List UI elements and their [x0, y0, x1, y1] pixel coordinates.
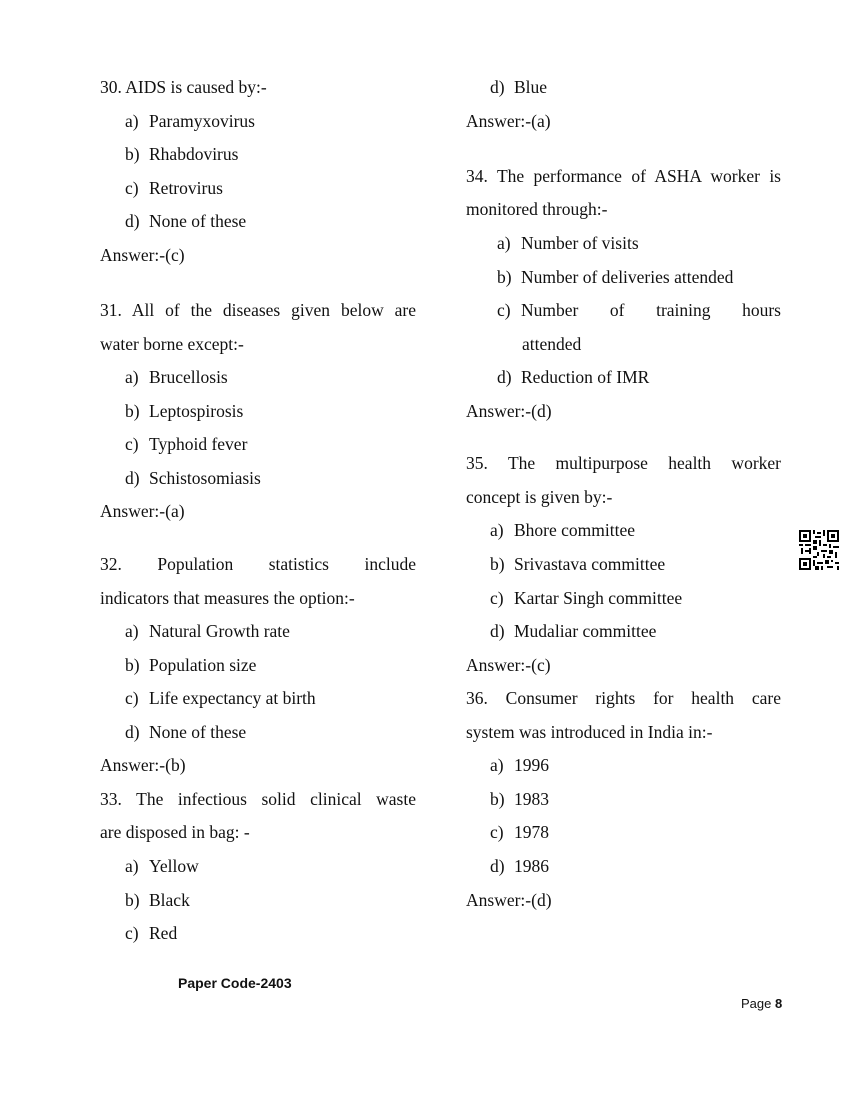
q32-option-b: b) Population size [125, 655, 257, 675]
page-label: Page [741, 996, 772, 1011]
q33-option-d: d) Blue [490, 77, 548, 97]
qr-code-icon [799, 530, 839, 570]
q33-option-c: c) Red [125, 923, 178, 943]
question-31-line1: 31. All of the diseases given below are [100, 300, 416, 320]
q34-option-a: a) Number of visits [497, 233, 639, 253]
q30-option-b: b) Rhabdovirus [125, 144, 239, 164]
q35-option-c: c) Kartar Singh committee [490, 588, 683, 608]
q36-option-b: b) 1983 [490, 789, 549, 809]
question-35-line1: 35. The multipurpose health worker [466, 453, 781, 473]
page-number-value: 8 [775, 996, 783, 1011]
q33-option-b: b) Black [125, 890, 190, 910]
q30-option-c: c) Retrovirus [125, 178, 223, 198]
q32-answer: Answer:-(b) [100, 755, 186, 775]
question-34-line2: monitored through:- [466, 199, 608, 219]
q36-option-c: c) 1978 [490, 822, 549, 842]
q32-option-d: d) None of these [125, 722, 247, 742]
q30-option-a: a) Paramyxovirus [125, 111, 255, 131]
question-31-line2: water borne except:- [100, 334, 244, 354]
q36-option-a: a) 1996 [490, 755, 549, 775]
question-32-line2: indicators that measures the option:- [100, 588, 355, 608]
q35-option-a: a) Bhore committee [490, 520, 636, 540]
q33-option-a: a) Yellow [125, 856, 199, 876]
question-30: 30. AIDS is caused by:- [100, 77, 267, 97]
question-35-line2: concept is given by:- [466, 487, 613, 507]
q34-option-c-continued: attended [522, 334, 582, 354]
q31-option-a: a) Brucellosis [125, 367, 228, 387]
q32-option-a: a) Natural Growth rate [125, 621, 290, 641]
q35-answer: Answer:-(c) [466, 655, 551, 675]
question-33-line2: are disposed in bag: - [100, 822, 250, 842]
question-34-line1: 34. The performance of ASHA worker is [466, 166, 781, 186]
q31-option-b: b) Leptospirosis [125, 401, 244, 421]
q30-option-d: d) None of these [125, 211, 247, 231]
q34-option-d: d) Reduction of IMR [497, 367, 650, 387]
q31-option-c: c) Typhoid fever [125, 434, 248, 454]
q34-option-b: b) Number of deliveries attended [497, 267, 734, 287]
q33-answer: Answer:-(a) [466, 111, 551, 131]
question-36-line2: system was introduced in India in:- [466, 722, 713, 742]
q35-option-d: d) Mudaliar committee [490, 621, 657, 641]
q34-option-c: c) Number of training hours [497, 300, 781, 320]
question-32-line1: 32. Population statistics include [100, 554, 416, 574]
paper-code: Paper Code-2403 [178, 975, 292, 991]
q34-answer: Answer:-(d) [466, 401, 552, 421]
question-36-line1: 36. Consumer rights for health care [466, 688, 781, 708]
page-number [741, 996, 782, 1011]
q30-answer: Answer:-(c) [100, 245, 185, 265]
q36-answer: Answer:-(d) [466, 890, 552, 910]
q36-option-d: d) 1986 [490, 856, 549, 876]
q35-option-b: b) Srivastava committee [490, 554, 666, 574]
q31-answer: Answer:-(a) [100, 501, 185, 521]
q32-option-c: c) Life expectancy at birth [125, 688, 316, 708]
q31-option-d: d) Schistosomiasis [125, 468, 261, 488]
question-33-line1: 33. The infectious solid clinical waste [100, 789, 416, 809]
